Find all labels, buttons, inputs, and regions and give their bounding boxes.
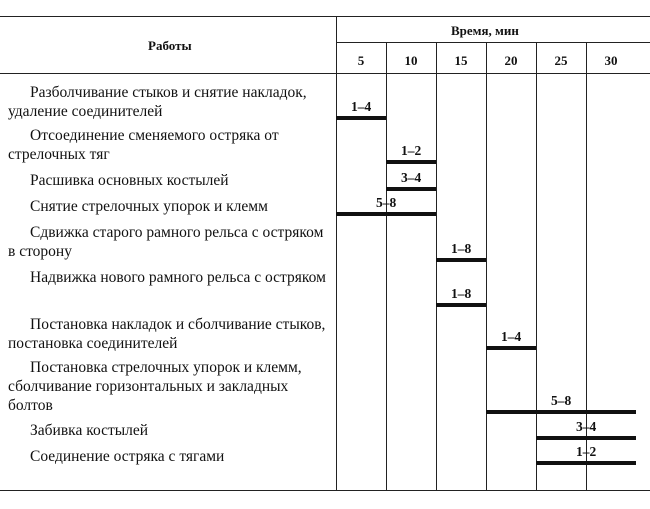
gantt-bar-label: 3–4 xyxy=(401,170,422,185)
task-text: Отсоединение сменяемого остряка от стрелочных тяг xyxy=(8,127,279,163)
column-label-30: 30 xyxy=(604,53,618,68)
gantt-bar xyxy=(436,258,486,262)
gantt-bar-label: 1–4 xyxy=(501,329,522,344)
task-text: Надвижка нового рамного рельса с остряком xyxy=(30,269,326,286)
time-header-rule xyxy=(337,42,650,43)
gantt-bar xyxy=(336,116,386,120)
grid-line-15 xyxy=(436,42,437,490)
task-row xyxy=(8,171,330,190)
task-text: Постановка стрелочных упорок и клемм, сболчивание горизонтальных и закладных болтов xyxy=(8,359,302,414)
task-row xyxy=(8,83,330,121)
gantt-bar xyxy=(536,436,636,440)
works-header: Работы xyxy=(148,38,192,53)
gantt-bar-label: 1–8 xyxy=(451,286,472,301)
header-bottom-rule xyxy=(0,73,650,74)
task-row xyxy=(8,223,330,261)
gantt-bar-label: 5–8 xyxy=(376,195,397,210)
gantt-bar-label: 3–4 xyxy=(576,419,597,434)
gantt-bar xyxy=(436,303,486,307)
top-rule xyxy=(0,16,650,17)
column-label-10: 10 xyxy=(404,53,418,68)
grid-line-25 xyxy=(536,42,537,490)
column-label-5: 5 xyxy=(357,53,365,68)
bottom-rule xyxy=(0,490,650,491)
time-header: Время, мин xyxy=(451,23,519,38)
gantt-bar-label: 1–2 xyxy=(576,444,597,459)
gantt-bar-label: 5–8 xyxy=(551,393,572,408)
works-column-divider xyxy=(336,16,337,490)
task-row xyxy=(8,447,330,466)
task-row xyxy=(8,315,330,353)
column-label-20: 20 xyxy=(504,53,518,68)
task-text: Расшивка основных костылей xyxy=(30,172,229,189)
task-row xyxy=(8,268,330,287)
task-row xyxy=(8,126,330,164)
task-row xyxy=(8,358,330,415)
column-label-15: 15 xyxy=(454,53,468,68)
task-text: Снятие стрелочных упорок и клемм xyxy=(30,198,268,215)
gantt-bar xyxy=(536,461,636,465)
gantt-bar-label: 1–4 xyxy=(351,99,372,114)
gantt-bar-label: 1–2 xyxy=(401,143,422,158)
task-text: Постановка накладок и сболчивание стыков, постановка соединителей xyxy=(8,316,326,352)
task-row xyxy=(8,421,330,440)
task-text: Разболчивание стыков и снятие накладок, удаление соединителей xyxy=(8,84,307,120)
gantt-bar xyxy=(486,346,536,350)
grid-line-20 xyxy=(486,42,487,490)
task-text: Сдвижка старого рамного рельса с остряком в сторону xyxy=(8,224,324,260)
gantt-bar-label: 1–8 xyxy=(451,241,472,256)
task-text: Соединение остряка с тягами xyxy=(30,448,225,465)
gantt-bar xyxy=(386,187,436,191)
gantt-bar xyxy=(336,212,436,216)
gantt-bar xyxy=(386,160,436,164)
grid-line-10 xyxy=(386,42,387,490)
column-label-25: 25 xyxy=(554,53,568,68)
gantt-bar xyxy=(486,410,636,414)
task-row xyxy=(8,197,330,216)
task-text: Забивка костылей xyxy=(30,422,149,439)
